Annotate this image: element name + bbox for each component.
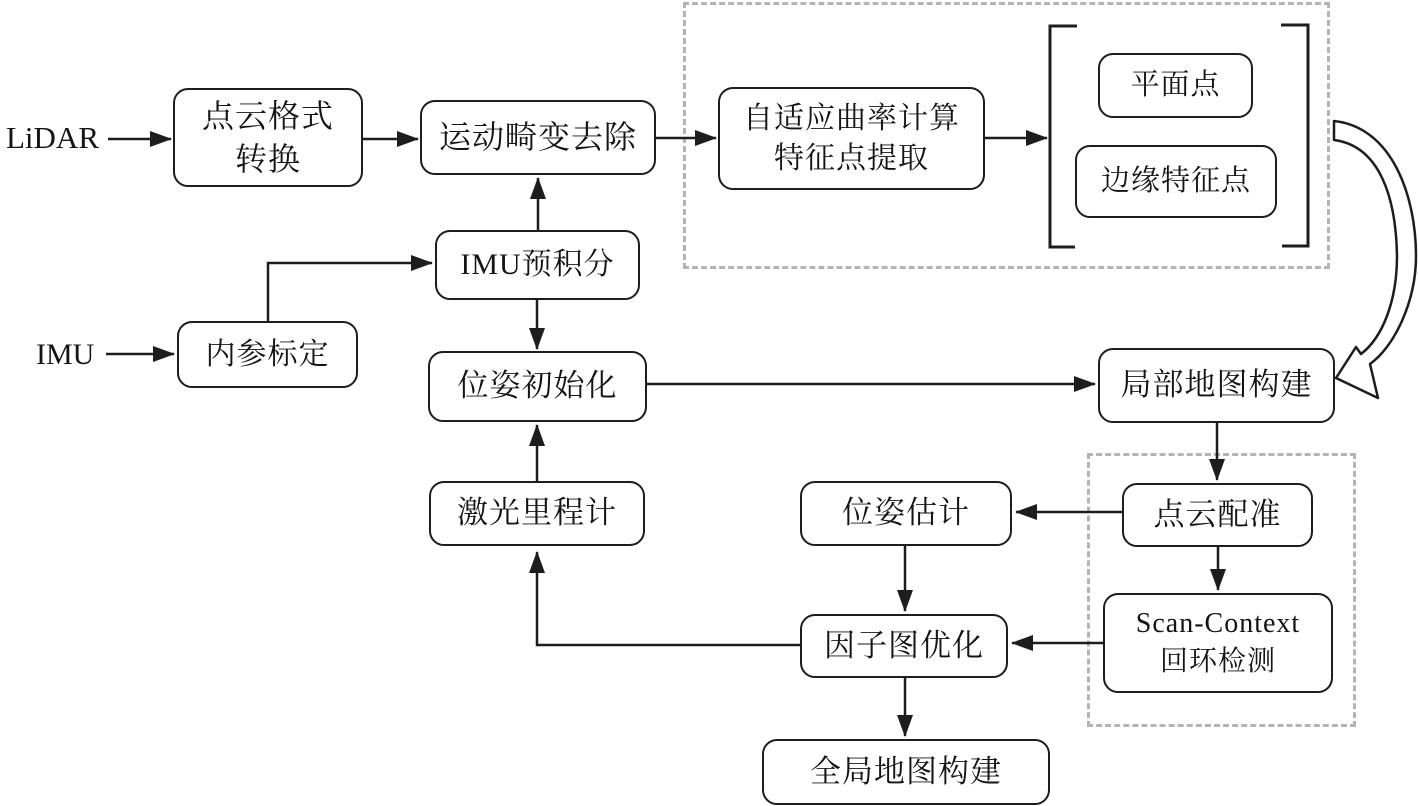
node-pc-format-line1: 点云格式 bbox=[201, 98, 334, 135]
node-scan-context-line2: 回环检测 bbox=[1159, 646, 1276, 677]
node-scan-context-line1: Scan-Context bbox=[1135, 608, 1301, 640]
curved-arrow-features-to-local-map bbox=[1334, 121, 1416, 398]
node-global-map-label: 全局地图构建 bbox=[810, 753, 1002, 789]
node-adaptive-curvature-feature-extraction bbox=[718, 87, 985, 190]
node-motion-distortion-label: 运动畸变去除 bbox=[438, 119, 637, 156]
node-scan-context-loop-detection bbox=[1103, 593, 1333, 693]
node-global-map-construction bbox=[762, 739, 1050, 805]
node-motion-distortion-removal bbox=[420, 100, 656, 175]
node-intrinsic-calibration bbox=[177, 321, 358, 388]
node-adaptive-curvature-line2: 特征点提取 bbox=[774, 141, 929, 175]
node-edge-points-label: 边缘特征点 bbox=[1100, 165, 1251, 198]
node-laser-odometry bbox=[429, 481, 645, 546]
connector-factor-graph-to-laser-odometry bbox=[537, 552, 800, 645]
node-local-map-construction bbox=[1098, 348, 1335, 423]
node-imu-preintegration-label: IMU预积分 bbox=[460, 248, 615, 282]
connector-intrinsic-calibration-to-imu-preintegration bbox=[268, 263, 432, 321]
node-pose-estimation-label: 位姿估计 bbox=[842, 495, 970, 531]
node-pose-initialization bbox=[428, 351, 647, 422]
node-imu-preintegration bbox=[435, 230, 640, 300]
imu-source-label: IMU bbox=[36, 338, 95, 371]
node-laser-odometry-label: 激光里程计 bbox=[457, 495, 617, 531]
node-local-map-label: 局部地图构建 bbox=[1120, 367, 1313, 403]
node-intrinsic-calibration-label: 内参标定 bbox=[205, 337, 330, 371]
node-edge-feature-points bbox=[1075, 145, 1277, 218]
node-planar-points-label: 平面点 bbox=[1130, 69, 1221, 102]
node-pc-format-conversion bbox=[173, 88, 363, 187]
node-point-cloud-registration bbox=[1122, 483, 1313, 547]
bracket-left-icon bbox=[1050, 26, 1077, 247]
lidar-source-label: LiDAR bbox=[6, 120, 99, 155]
node-pc-registration-label: 点云配准 bbox=[1153, 496, 1282, 532]
node-adaptive-curvature-line1: 自适应曲率计算 bbox=[743, 101, 960, 135]
node-factor-graph-optimization bbox=[800, 614, 1008, 678]
node-pc-format-line2: 转换 bbox=[234, 140, 301, 177]
bracket-right-icon bbox=[1281, 25, 1308, 246]
node-pose-initialization-label: 位姿初始化 bbox=[457, 368, 618, 404]
node-factor-graph-label: 因子图优化 bbox=[824, 627, 984, 663]
node-planar-points bbox=[1098, 53, 1253, 118]
node-pose-estimation bbox=[800, 481, 1012, 546]
